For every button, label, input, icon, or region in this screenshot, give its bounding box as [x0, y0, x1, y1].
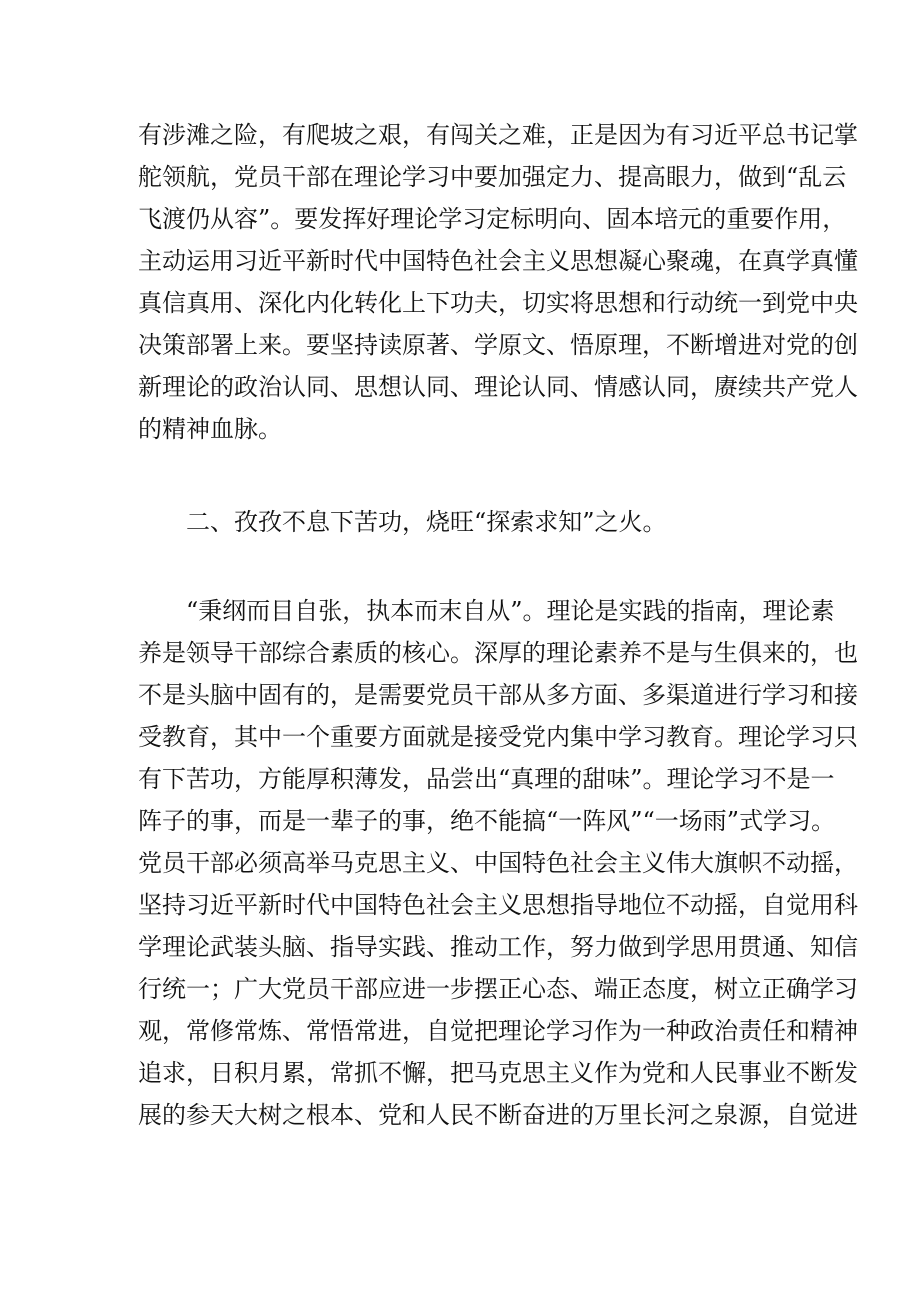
text-line: 学理论武装头脑、指导实践、推动工作，努力做到学思用贯通、知信	[138, 933, 858, 961]
text-line: 展的参天大树之根本、党和人民不断奋进的万里长河之泉源，自觉进	[138, 1101, 858, 1129]
text-line: 主动运用习近平新时代中国特色社会主义思想凝心聚魂，在真学真懂	[138, 247, 858, 275]
text-line: 不是头脑中固有的，是需要党员干部从多方面、多渠道进行学习和接	[138, 681, 858, 709]
text-line: “秉纲而目自张，执本而末自从”。理论是实践的指南，理论素	[186, 597, 835, 625]
text-line: 有涉滩之险，有爬坡之艰，有闯关之难，正是因为有习近平总书记掌	[138, 121, 858, 149]
text-line: 飞渡仍从容”。要发挥好理论学习定标明向、固本培元的重要作用，	[138, 205, 847, 233]
text-line: 追求，日积月累，常抓不懈，把马克思主义作为党和人民事业不断发	[138, 1059, 858, 1087]
text-line: 观，常修常炼、常悟常进，自觉把理论学习作为一种政治责任和精神	[138, 1017, 858, 1045]
text-line: 阵子的事，而是一辈子的事，绝不能搞“一阵风”“一场雨”式学习。	[138, 807, 836, 835]
text-line: 的精神血脉。	[138, 415, 282, 443]
text-line: 新理论的政治认同、思想认同、理论认同、情感认同，赓续共产党人	[138, 373, 858, 401]
text-line: 决策部署上来。要坚持读原著、学原文、悟原理，不断增进对党的创	[138, 331, 858, 359]
section-heading: 二、孜孜不息下苦功，烧旺“探索求知”之火。	[186, 508, 667, 536]
text-line: 坚持习近平新时代中国特色社会主义思想指导地位不动摇，自觉用科	[138, 891, 858, 919]
text-line: 舵领航，党员干部在理论学习中要加强定力、提高眼力，做到“乱云	[138, 163, 847, 191]
text-line: 真信真用、深化内化转化上下功夫，切实将思想和行动统一到党中央	[138, 289, 858, 317]
text-line: 行统一；广大党员干部应进一步摆正心态、端正态度，树立正确学习	[138, 975, 858, 1003]
text-line: 有下苦功，方能厚积薄发，品尝出“真理的甜味”。理论学习不是一	[138, 765, 835, 793]
text-line: 党员干部必须高举马克思主义、中国特色社会主义伟大旗帜不动摇，	[138, 849, 858, 877]
text-line: 受教育，其中一个重要方面就是接受党内集中学习教育。理论学习只	[138, 723, 858, 751]
text-line: 养是领导干部综合素质的核心。深厚的理论素养不是与生俱来的，也	[138, 639, 858, 667]
